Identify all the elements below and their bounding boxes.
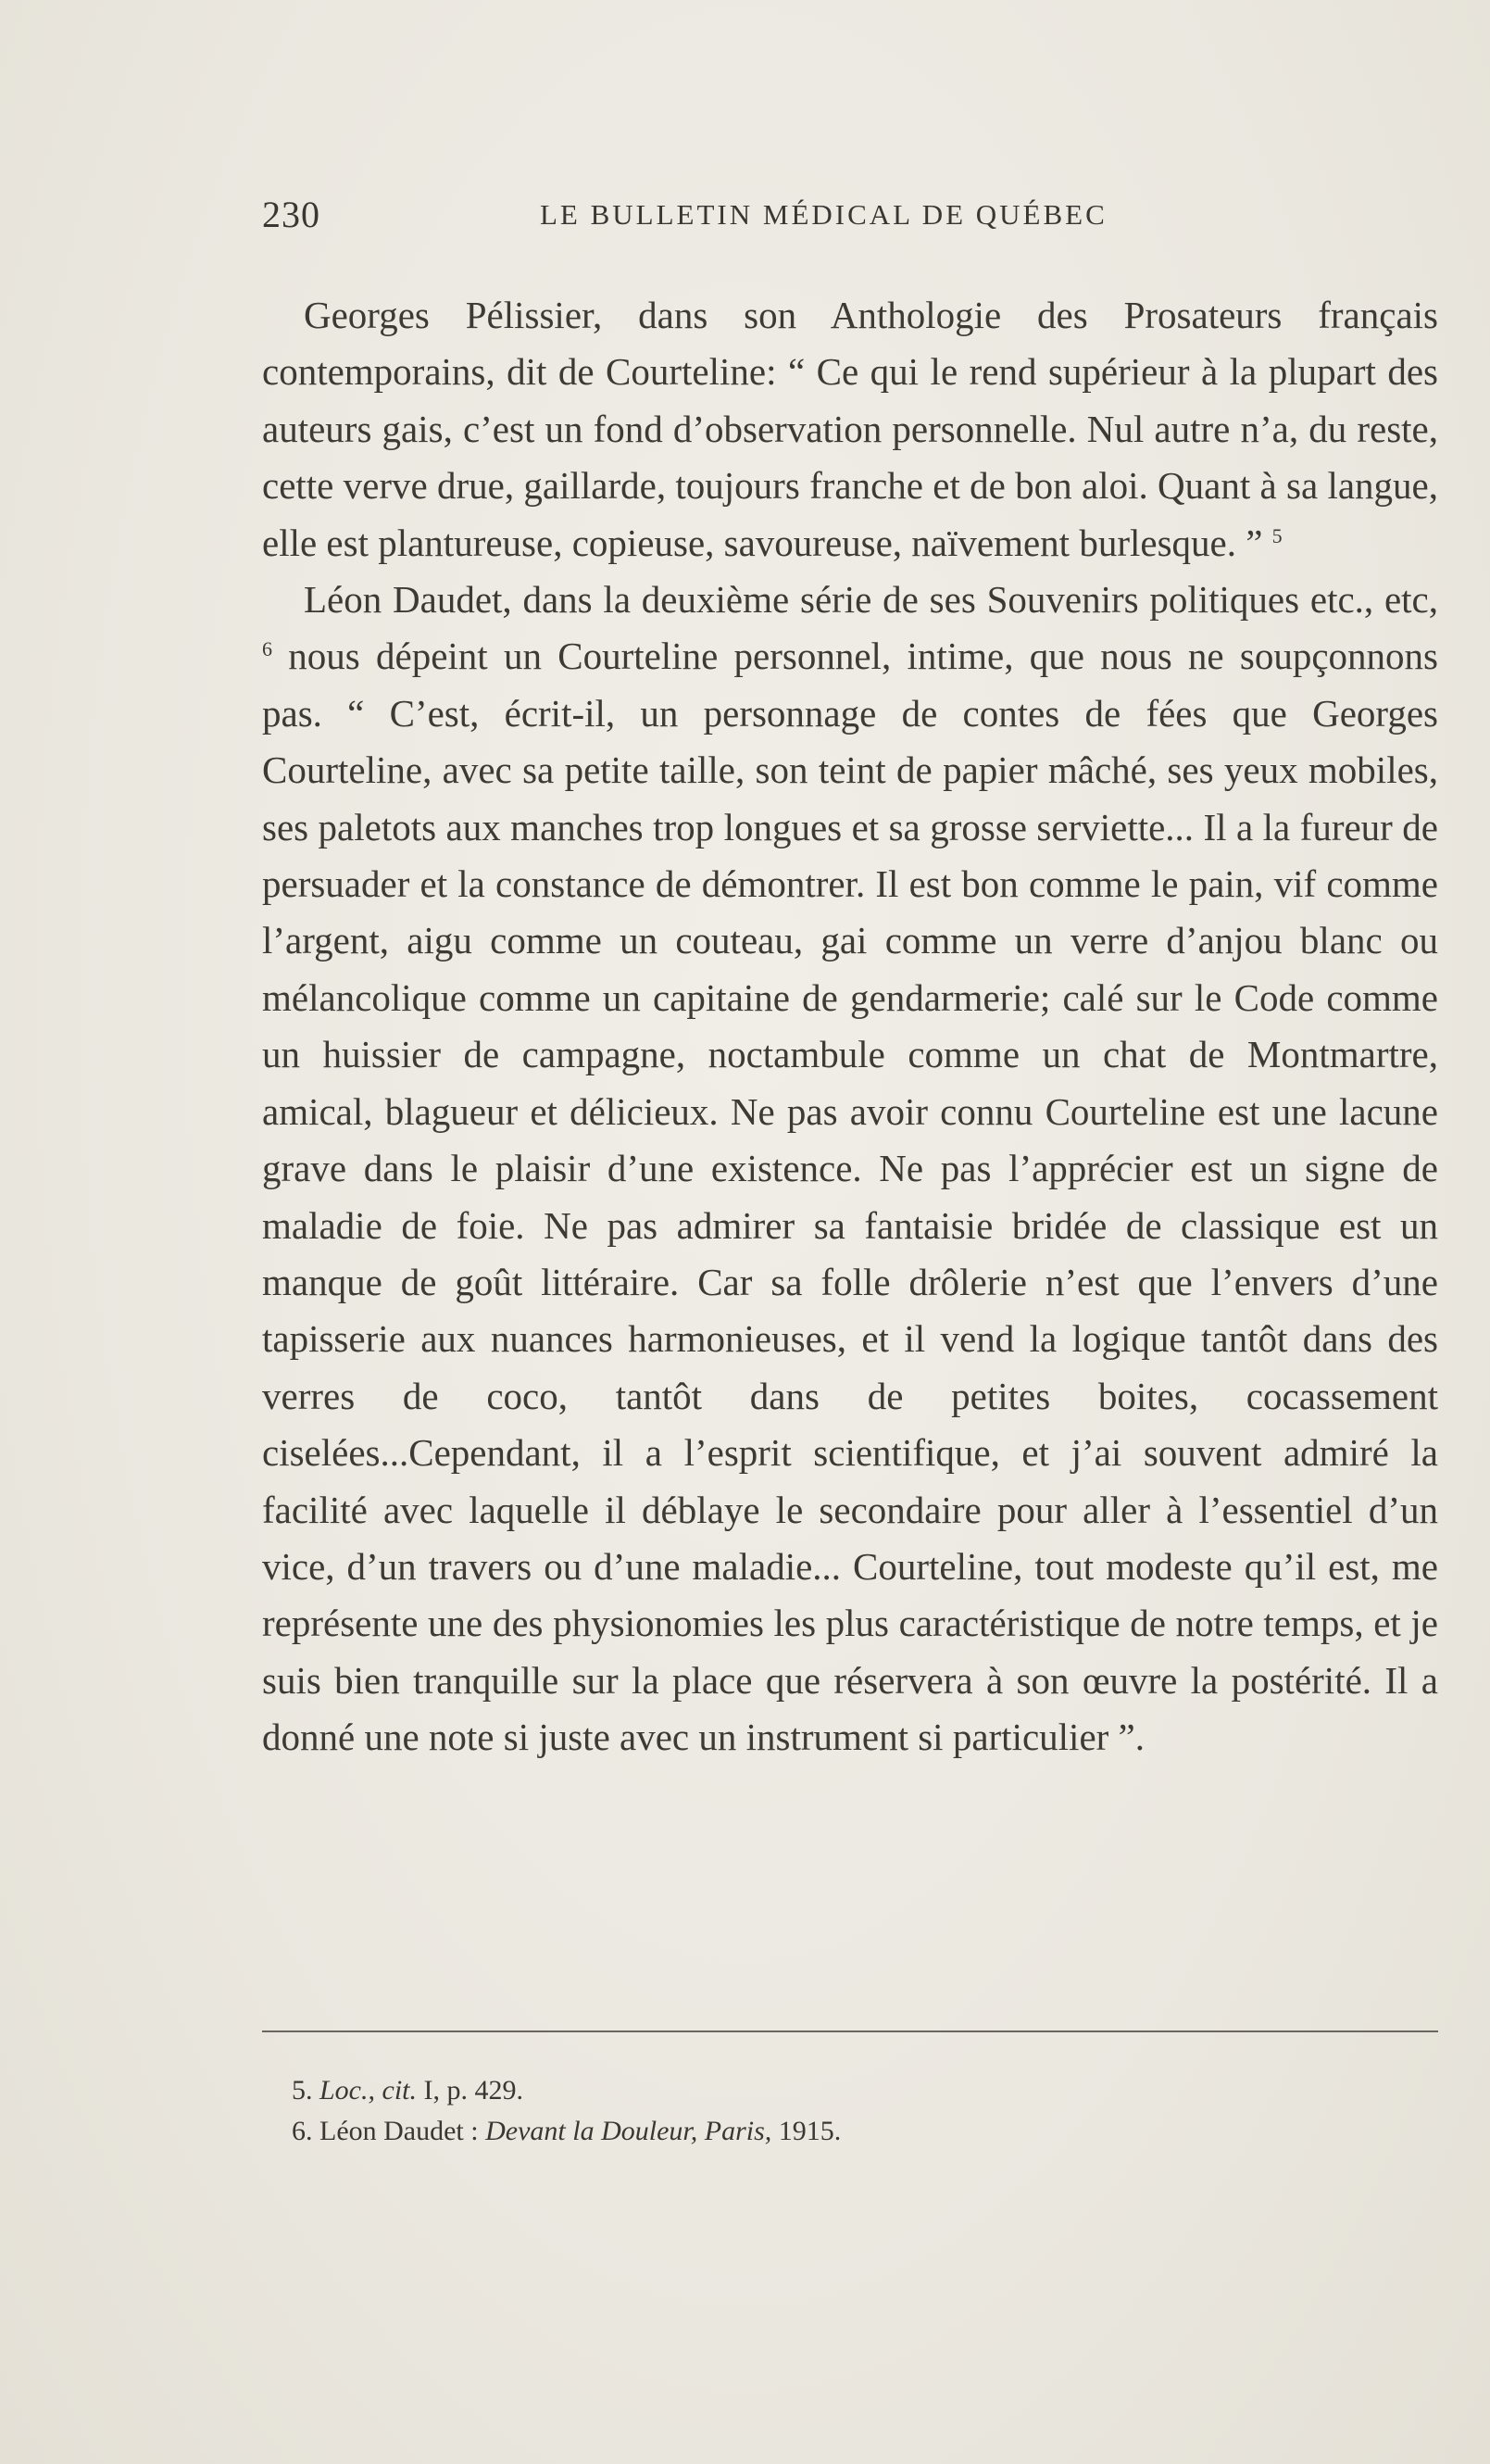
footnote-number: 5. <box>292 2075 313 2106</box>
footnote-text: 1915. <box>771 2116 842 2146</box>
page-number: 230 <box>262 194 320 235</box>
body-text <box>262 287 1438 1766</box>
footnote-italic: Devant la Douleur, Paris, <box>485 2116 772 2146</box>
journal-title: LE BULLETIN MÉDICAL DE QUÉBEC <box>540 198 1108 231</box>
footnote-6 <box>292 2111 1310 2152</box>
paragraph-2 <box>262 572 1438 1766</box>
paragraph-1-text: Georges Pélissier, dans son Anthologie des Prosateurs français contemporains, dit de Courteline: “ Ce qui le rend supérieur à la plupart des auteurs gais, c’est un fond d’observation personnelle. Nul autre n’a, du reste, cette verve drue, gaillarde, toujours franche et de bon aloi. Quant à sa langue, elle est plantureuse, copieuse, savoureuse, naïvement burlesque. ” <box>262 294 1438 564</box>
footnote-divider <box>262 2030 1438 2032</box>
paragraph-2-text-before: Léon Daudet, dans la deuxième série de ses Souvenirs politiques etc., etc, <box>304 578 1438 622</box>
paragraph-1 <box>262 287 1438 572</box>
paragraph-2-text-after: nous dépeint un Courteline personnel, intime, que nous ne soupçonnons pas. “ C’est, écrit-il, un personnage de contes de fées que Georges Courteline, avec sa petite taille, son teint de papier mâché, ses yeux mobiles, ses paletots aux manches trop longues et sa grosse serviette... Il a la fureur de persuader et la constance de démontrer. Il est bon comme le pain, vif comme l’argent, aigu comme un couteau, gai comme un verre d’anjou blanc ou mélancolique comme un capitaine de gendarmerie; calé sur le Code comme un huissier de campagne, noctambule comme un chat de Montmartre, amical, blagueur et délicieux. Ne pas avoir connu Courteline est une lacune grave dans le plaisir d’une existence. Ne pas l’apprécier est un signe de maladie de foie. Ne pas admirer sa fantaisie bridée de classique est un manque de goût littéraire. Car sa folle drôlerie n’est que l’envers d’une tapisserie aux nuances harmonieuses, et il vend la logique tantôt dans des verres de coco, tantôt dans de petites boites, cocassement ciselées...Cependant, il a l’esprit scientifique, et j’ai souvent admiré la facilité avec laquelle il déblaye le secondaire pour aller à l’essentiel d’un vice, d’un travers ou d’une maladie... Courteline, tout modeste qu’il est, me représente une des physionomies les plus caractéristique de notre temps, et je suis bien tranquille sur la place que réservera à son œuvre la postérité. Il a donné une note si juste avec un instrument si particulier ”. <box>262 635 1439 1759</box>
footnote-ref-6: 6 <box>262 637 272 661</box>
footnote-5 <box>292 2070 1310 2111</box>
running-head <box>262 193 1438 248</box>
footnote-text: I, p. 429. <box>417 2075 523 2106</box>
footnote-number: 6. <box>292 2116 313 2146</box>
footnote-ref-5: 5 <box>1271 523 1283 547</box>
footnotes <box>292 2070 1310 2152</box>
footnote-italic: Loc., cit. <box>319 2075 417 2106</box>
footnote-author: Léon Daudet : <box>319 2116 486 2146</box>
